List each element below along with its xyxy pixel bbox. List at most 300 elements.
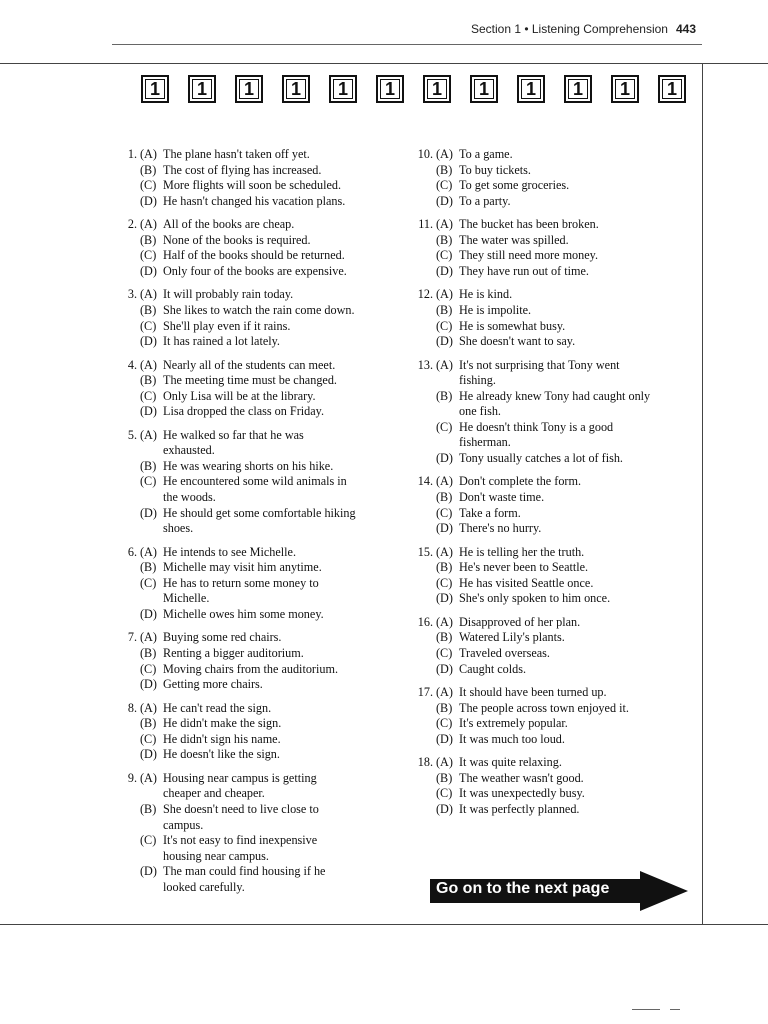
option-letter: (A) xyxy=(436,357,453,372)
answer-option xyxy=(436,615,698,631)
section-marker-boxes xyxy=(141,75,686,103)
option-text: campus. xyxy=(163,817,204,832)
option-letter: (A) xyxy=(140,147,157,161)
answer-option xyxy=(436,373,698,389)
answer-option xyxy=(140,521,390,537)
question-item xyxy=(120,287,390,349)
answer-option xyxy=(140,771,390,787)
option-letter xyxy=(140,521,163,537)
option-letter: (A) xyxy=(140,217,157,232)
answer-option xyxy=(436,630,698,646)
answer-option xyxy=(140,334,390,350)
question-item xyxy=(408,755,698,817)
option-text: Renting a bigger auditorium. xyxy=(163,646,304,660)
footer-dash xyxy=(670,1009,680,1010)
question-item xyxy=(120,701,390,763)
answer-option xyxy=(140,545,390,561)
answer-option xyxy=(436,233,698,249)
answer-option xyxy=(140,319,390,335)
question-number: 1. xyxy=(127,147,137,161)
option-text: He's never been to Seattle. xyxy=(459,560,589,575)
option-letter: (C) xyxy=(436,318,453,333)
question-item xyxy=(120,358,390,420)
answer-option xyxy=(436,287,698,303)
option-letter: (D) xyxy=(436,661,453,676)
option-letter: (D) xyxy=(140,607,157,622)
option-text: He can't read the sign. xyxy=(163,700,272,715)
option-text: He should get some comfortable hiking xyxy=(163,505,356,520)
option-letter: (D) xyxy=(436,451,453,466)
option-letter: (A) xyxy=(140,357,157,372)
question-item xyxy=(120,630,390,692)
option-letter: (A) xyxy=(436,755,453,770)
answer-option xyxy=(436,217,698,233)
answer-option xyxy=(140,373,390,389)
option-text: To a game. xyxy=(459,147,513,161)
question-number: 14. xyxy=(417,474,433,489)
answer-option xyxy=(140,506,390,522)
option-text: To get some groceries. xyxy=(459,178,570,193)
answer-option xyxy=(436,521,698,537)
answer-option xyxy=(436,178,698,194)
answer-option xyxy=(140,677,390,693)
question-number: 7. xyxy=(127,630,137,645)
answer-option xyxy=(436,716,698,732)
option-letter: (C) xyxy=(436,178,453,193)
option-text: looked carefully. xyxy=(163,879,245,894)
option-letter: (B) xyxy=(140,162,157,177)
option-text: housing near campus. xyxy=(163,848,269,863)
option-letter: (B) xyxy=(436,700,453,715)
section-box: 1 xyxy=(517,75,545,103)
question-number: 6. xyxy=(127,544,137,559)
option-text: cheaper and cheaper. xyxy=(163,786,265,801)
question-number: 13. xyxy=(417,357,433,372)
option-letter xyxy=(140,818,163,834)
option-text: It has rained a lot lately. xyxy=(163,334,280,349)
answer-option xyxy=(436,755,698,771)
questions-right-column xyxy=(408,147,698,825)
option-text: Michelle owes him some money. xyxy=(163,607,324,622)
question-number: 17. xyxy=(417,684,433,699)
option-letter: (D) xyxy=(436,731,453,746)
option-text: They still need more money. xyxy=(459,248,598,263)
option-text: Disapproved of her plan. xyxy=(459,614,581,629)
option-text: Buying some red chairs. xyxy=(163,630,282,645)
question-item xyxy=(408,287,698,349)
option-letter: (B) xyxy=(436,232,453,247)
frame-right-rule xyxy=(702,63,703,924)
answer-option xyxy=(436,506,698,522)
option-text: It was quite relaxing. xyxy=(459,755,562,770)
option-text: None of the books is required. xyxy=(163,232,311,247)
answer-option xyxy=(436,147,698,163)
answer-option xyxy=(140,802,390,818)
option-letter: (D) xyxy=(436,193,453,208)
option-text: She's only spoken to him once. xyxy=(459,591,611,606)
option-letter xyxy=(140,443,163,459)
option-text: He didn't make the sign. xyxy=(163,716,282,731)
option-text: Half of the books should be returned. xyxy=(163,248,345,263)
question-number: 18. xyxy=(417,755,433,770)
option-letter: (D) xyxy=(140,747,157,762)
answer-option xyxy=(436,576,698,592)
question-item xyxy=(408,685,698,747)
option-letter: (A) xyxy=(140,630,157,645)
answer-option xyxy=(140,849,390,865)
option-letter: (C) xyxy=(140,248,157,263)
option-letter: (D) xyxy=(140,193,157,208)
option-text: To a party. xyxy=(459,193,511,208)
answer-option xyxy=(140,287,390,303)
section-box: 1 xyxy=(282,75,310,103)
answer-options xyxy=(436,474,698,536)
question-item xyxy=(408,545,698,607)
option-letter: (A) xyxy=(140,287,157,302)
option-text: the woods. xyxy=(163,490,216,505)
option-text: The weather wasn't good. xyxy=(459,770,584,785)
option-text: They have run out of time. xyxy=(459,263,589,278)
frame-top-rule xyxy=(0,63,768,64)
option-letter: (A) xyxy=(436,287,453,302)
footer-marks xyxy=(632,997,692,1015)
option-letter: (C) xyxy=(140,178,157,193)
answer-option xyxy=(140,147,390,163)
option-text: Only four of the books are expensive. xyxy=(163,263,347,278)
option-letter xyxy=(140,786,163,802)
option-letter: (A) xyxy=(140,427,157,442)
option-letter: (A) xyxy=(436,147,453,161)
answer-options xyxy=(436,287,698,349)
answer-option xyxy=(140,576,390,592)
question-number: 2. xyxy=(127,217,137,232)
option-letter xyxy=(140,880,163,896)
answer-option xyxy=(140,818,390,834)
answer-options xyxy=(140,545,390,623)
answer-option xyxy=(436,194,698,210)
question-number: 16. xyxy=(417,614,433,629)
page-number: 443 xyxy=(675,22,696,36)
answer-option xyxy=(140,630,390,646)
option-text: The plane hasn't taken off yet. xyxy=(163,147,310,161)
option-letter: (B) xyxy=(140,302,157,317)
option-letter xyxy=(140,849,163,865)
option-text: fishing. xyxy=(459,373,496,388)
answer-option xyxy=(436,560,698,576)
frame-bottom-rule xyxy=(0,924,768,925)
option-text: He hasn't changed his vacation plans. xyxy=(163,193,346,208)
option-text: Traveled overseas. xyxy=(459,646,550,660)
option-letter: (B) xyxy=(436,388,453,403)
answer-option xyxy=(436,701,698,717)
answer-option xyxy=(140,428,390,444)
page-header xyxy=(471,22,696,36)
option-letter: (C) xyxy=(140,833,157,848)
section-box: 1 xyxy=(611,75,639,103)
answer-option xyxy=(436,264,698,280)
option-letter: (C) xyxy=(140,731,157,746)
answer-option xyxy=(436,319,698,335)
section-box: 1 xyxy=(141,75,169,103)
option-letter: (B) xyxy=(436,302,453,317)
option-text: He has to return some money to xyxy=(163,575,319,590)
option-text: She'll play even if it rains. xyxy=(163,318,291,333)
option-letter: (A) xyxy=(436,544,453,559)
option-text: Housing near campus is getting xyxy=(163,770,317,785)
answer-option xyxy=(436,303,698,319)
option-letter: (B) xyxy=(140,373,157,388)
option-text: He encountered some wild animals in xyxy=(163,474,347,489)
answer-option xyxy=(436,404,698,420)
answer-option xyxy=(436,474,698,490)
answer-option xyxy=(436,732,698,748)
answer-options xyxy=(140,287,390,349)
option-letter: (B) xyxy=(436,162,453,177)
option-text: Nearly all of the students can meet. xyxy=(163,357,336,372)
answer-options xyxy=(140,771,390,896)
option-text: He intends to see Michelle. xyxy=(163,544,297,559)
option-text: He is somewhat busy. xyxy=(459,318,566,333)
question-item xyxy=(408,474,698,536)
option-letter: (A) xyxy=(436,684,453,699)
go-on-label: Go on to the next page xyxy=(436,880,610,897)
option-letter: (A) xyxy=(140,700,157,715)
answer-options xyxy=(140,147,390,209)
option-text: Caught colds. xyxy=(459,661,527,676)
answer-option xyxy=(140,560,390,576)
option-letter xyxy=(140,490,163,506)
option-letter xyxy=(436,435,459,451)
answer-option xyxy=(140,701,390,717)
option-text: Lisa dropped the class on Friday. xyxy=(163,404,324,419)
answer-option xyxy=(140,248,390,264)
answer-option xyxy=(436,358,698,374)
option-letter: (A) xyxy=(436,474,453,489)
option-text: fisherman. xyxy=(459,435,511,450)
answer-options xyxy=(140,428,390,537)
answer-option xyxy=(140,646,390,662)
option-text: He was wearing shorts on his hike. xyxy=(163,458,334,473)
option-letter: (A) xyxy=(436,614,453,629)
question-number: 15. xyxy=(417,544,433,559)
option-letter: (D) xyxy=(140,404,157,419)
question-item xyxy=(120,147,390,209)
section-box: 1 xyxy=(376,75,404,103)
answer-option xyxy=(436,334,698,350)
option-letter: (B) xyxy=(140,560,157,575)
option-text: He walked so far that he was xyxy=(163,427,304,442)
question-item xyxy=(120,217,390,279)
option-letter: (B) xyxy=(140,458,157,473)
option-text: He doesn't like the sign. xyxy=(163,747,280,762)
option-letter: (D) xyxy=(140,864,157,879)
option-text: It should have been turned up. xyxy=(459,684,607,699)
answer-options xyxy=(140,358,390,420)
answer-options xyxy=(436,755,698,817)
answer-option xyxy=(436,802,698,818)
option-text: Michelle. xyxy=(163,591,210,606)
answer-option xyxy=(140,389,390,405)
option-text: The bucket has been broken. xyxy=(459,217,599,232)
question-number: 9. xyxy=(127,770,137,785)
section-box: 1 xyxy=(188,75,216,103)
answer-option xyxy=(140,880,390,896)
answer-option xyxy=(140,163,390,179)
option-text: He already knew Tony had caught only xyxy=(459,388,651,403)
footer-dash xyxy=(632,1009,660,1010)
option-text: It was much too loud. xyxy=(459,731,565,746)
option-letter: (B) xyxy=(140,232,157,247)
option-text: It's extremely popular. xyxy=(459,716,568,731)
answer-option xyxy=(140,833,390,849)
answer-option xyxy=(140,474,390,490)
answer-option xyxy=(140,716,390,732)
option-letter: (A) xyxy=(436,217,453,232)
option-text: She likes to watch the rain come down. xyxy=(163,302,355,317)
answer-option xyxy=(140,443,390,459)
option-letter: (D) xyxy=(140,677,157,692)
option-letter: (B) xyxy=(436,560,453,575)
go-on-banner xyxy=(430,871,688,911)
option-letter: (A) xyxy=(140,544,157,559)
option-text: Watered Lily's plants. xyxy=(459,630,565,645)
answer-option xyxy=(436,786,698,802)
option-text: He doesn't think Tony is a good xyxy=(459,419,614,434)
option-letter: (D) xyxy=(436,263,453,278)
answer-option xyxy=(436,771,698,787)
section-box: 1 xyxy=(235,75,263,103)
option-letter: (D) xyxy=(436,521,453,536)
option-text: It's not surprising that Tony went xyxy=(459,357,620,372)
option-letter: (C) xyxy=(436,248,453,263)
option-letter: (C) xyxy=(436,646,453,660)
option-text: The cost of flying has increased. xyxy=(163,162,322,177)
answer-options xyxy=(436,615,698,677)
question-number: 12. xyxy=(417,287,433,302)
answer-option xyxy=(140,591,390,607)
answer-option xyxy=(140,233,390,249)
question-number: 10. xyxy=(417,147,433,161)
answer-options xyxy=(436,545,698,607)
answer-option xyxy=(436,163,698,179)
option-text: Don't complete the form. xyxy=(459,474,582,489)
option-text: The water was spilled. xyxy=(459,232,569,247)
answer-option xyxy=(140,732,390,748)
answer-option xyxy=(436,662,698,678)
option-text: He didn't sign his name. xyxy=(163,731,281,746)
option-text: It was perfectly planned. xyxy=(459,801,580,816)
option-text: Tony usually catches a lot of fish. xyxy=(459,451,623,466)
option-letter: (D) xyxy=(436,334,453,349)
option-letter: (B) xyxy=(140,716,157,731)
answer-options xyxy=(436,358,698,467)
option-text: Don't waste time. xyxy=(459,490,545,505)
option-text: The meeting time must be changed. xyxy=(163,373,337,388)
section-title: Section 1 • Listening Comprehension xyxy=(470,22,668,36)
section-box: 1 xyxy=(423,75,451,103)
option-text: one fish. xyxy=(459,404,501,419)
question-item xyxy=(408,615,698,677)
option-letter: (B) xyxy=(140,801,157,816)
answer-option xyxy=(436,490,698,506)
answer-option xyxy=(140,864,390,880)
answer-options xyxy=(436,147,698,209)
questions-left-column xyxy=(120,147,390,903)
option-letter: (C) xyxy=(436,786,453,801)
option-text: Only Lisa will be at the library. xyxy=(163,388,316,403)
option-letter xyxy=(140,591,163,607)
option-text: exhausted. xyxy=(163,443,215,458)
option-text: The people across town enjoyed it. xyxy=(459,700,629,715)
question-item xyxy=(120,428,390,537)
option-letter xyxy=(436,404,459,420)
option-letter: (D) xyxy=(140,263,157,278)
answer-option xyxy=(436,420,698,436)
answer-option xyxy=(436,685,698,701)
question-item xyxy=(120,771,390,896)
answer-options xyxy=(140,630,390,692)
option-text: It was unexpectedly busy. xyxy=(459,786,585,801)
option-text: Moving chairs from the auditorium. xyxy=(163,661,338,676)
answer-option xyxy=(436,389,698,405)
answer-option xyxy=(140,217,390,233)
question-number: 3. xyxy=(127,287,137,302)
question-item xyxy=(408,147,698,209)
answer-option xyxy=(140,607,390,623)
answer-option xyxy=(436,591,698,607)
option-letter: (D) xyxy=(436,801,453,816)
option-letter: (A) xyxy=(140,770,157,785)
answer-option xyxy=(436,451,698,467)
option-text: It will probably rain today. xyxy=(163,287,294,302)
section-box: 1 xyxy=(470,75,498,103)
option-letter xyxy=(436,373,459,389)
option-letter: (D) xyxy=(140,505,157,520)
option-text: To buy tickets. xyxy=(459,162,531,177)
option-text: Getting more chairs. xyxy=(163,677,263,692)
answer-option xyxy=(140,264,390,280)
section-box: 1 xyxy=(564,75,592,103)
option-text: He is impolite. xyxy=(459,302,532,317)
option-letter: (C) xyxy=(436,505,453,520)
option-text: shoes. xyxy=(163,521,194,536)
option-text: More flights will soon be scheduled. xyxy=(163,178,342,193)
section-box: 1 xyxy=(658,75,686,103)
answer-option xyxy=(436,545,698,561)
option-letter: (C) xyxy=(140,474,157,489)
option-text: He is telling her the truth. xyxy=(459,544,585,559)
answer-option xyxy=(140,490,390,506)
option-text: Michelle may visit him anytime. xyxy=(163,560,322,575)
answer-options xyxy=(436,685,698,747)
option-letter: (C) xyxy=(436,716,453,731)
answer-option xyxy=(140,358,390,374)
question-item xyxy=(120,545,390,623)
option-text: Take a form. xyxy=(459,505,521,520)
answer-option xyxy=(140,459,390,475)
question-item xyxy=(408,358,698,467)
option-letter: (C) xyxy=(140,575,157,590)
answer-option xyxy=(140,747,390,763)
header-rule xyxy=(112,44,702,45)
answer-option xyxy=(436,646,698,662)
answer-options xyxy=(436,217,698,279)
answer-option xyxy=(140,178,390,194)
answer-option xyxy=(140,404,390,420)
section-box: 1 xyxy=(329,75,357,103)
answer-options xyxy=(140,701,390,763)
question-number: 5. xyxy=(127,427,137,442)
